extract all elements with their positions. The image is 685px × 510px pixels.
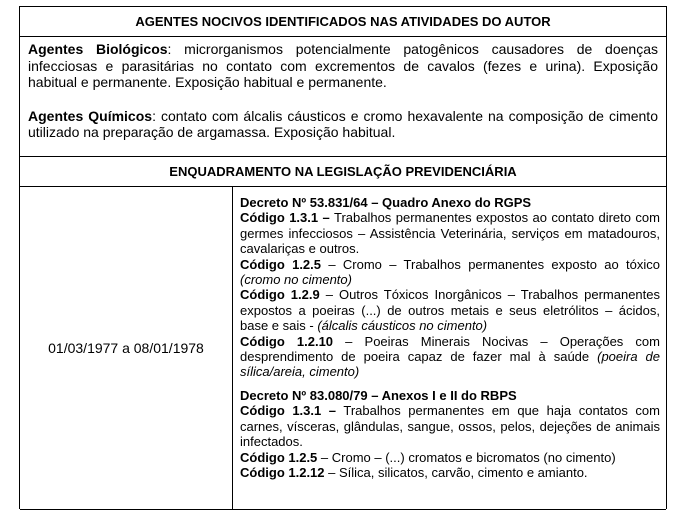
code-note: (álcalis cáusticos no cimento): [317, 318, 488, 334]
code-text: – Outros Tóxicos Inorgânicos – Trabalhos permanentes expostos a poeiras (...) de outros metais e seus eletrólitos – ácidos, base e sais -: [240, 287, 660, 334]
period-cell: [20, 187, 233, 509]
quimicos-text: : contato com álcalis cáusticos e cromo hexavalente na composição de cimento utilizado na preparação de argamassa. Exposição habitual.: [28, 107, 658, 140]
code-label: Código 1.2.12: [240, 464, 325, 480]
code-label: Código 1.2.5: [240, 256, 322, 272]
enquadramento-row: [20, 187, 666, 510]
code-label: Código 1.2.5: [240, 449, 318, 465]
code-text: – Poeiras Minerais Nocivas – Operações com desprendimento de poeira capaz de fazer mal à saúde: [240, 333, 660, 365]
section-header-agentes: AGENTES NOCIVOS IDENTIFICADOS NAS ATIVIDADES DO AUTOR: [20, 7, 666, 37]
code-text: Trabalhos permanentes em que haja contatos com carnes, vísceras, glândulas, sangue, ossos, pelos, dejeções de animais infectados.: [240, 403, 660, 450]
period-text: 01/03/1977 a 08/01/1978: [48, 340, 204, 356]
decreto2-codigo-1-3-1: [240, 403, 660, 449]
biologicos-text: : microrganismos potencialmente patogênicos causadores de doenças infecciosas e parasitárias no contato com excrementos de cavalos (fezes e urina). Exposição habitual e permanente. Exposição habitual e permanente.: [28, 41, 658, 90]
code-note: (poeira de sílica/areia, cimento): [240, 349, 660, 380]
biologicos-label: Agentes Biológicos: [28, 41, 168, 57]
decreto2-codigo-1-2-12: [240, 465, 660, 480]
agentes-quimicos-paragraph: [28, 108, 658, 141]
code-label: Código 1.2.10: [240, 333, 334, 349]
section-header-enquadramento: ENQUADRAMENTO NA LEGISLAÇÃO PREVIDENCIÁRIA: [20, 157, 666, 187]
code-text: – Sílica, silicatos, carvão, cimento e amianto.: [324, 464, 588, 480]
agentes-description: [20, 37, 666, 157]
agentes-biologicos-paragraph: [28, 41, 658, 91]
code-text: – Cromo – Trabalhos permanentes exposto ao tóxico: [321, 256, 660, 272]
decreto1-codigo-1-3-1: [240, 210, 660, 256]
legislation-cell: [233, 187, 666, 509]
decreto1-codigo-1-2-9: [240, 287, 660, 333]
decreto1-codigo-1-2-10: [240, 334, 660, 380]
decreto1-codigo-1-2-5: [240, 257, 660, 288]
code-label: Código 1.3.1 –: [240, 403, 337, 419]
decreto1-title: Decreto Nº 53.831/64 – Quadro Anexo do RGPS: [240, 195, 532, 210]
code-label: Código 1.2.9: [240, 287, 320, 303]
code-note: (cromo no cimento): [240, 272, 352, 288]
decreto2-title: Decreto Nº 83.080/79 – Anexos I e II do RBPS: [240, 387, 517, 403]
document-table: [19, 6, 667, 509]
code-text: Trabalhos permanentes expostos ao contato direto com germes infecciosos – Assistência Veterinária, serviços em matadouros, cavalariças e outros.: [240, 210, 660, 257]
code-label: Código 1.3.1 –: [240, 210, 330, 226]
decreto2-codigo-1-2-5: [240, 450, 660, 465]
quimicos-label: Agentes Químicos: [28, 107, 153, 124]
code-text: – Cromo – (...) cromatos e bicromatos (no cimento): [317, 449, 616, 465]
